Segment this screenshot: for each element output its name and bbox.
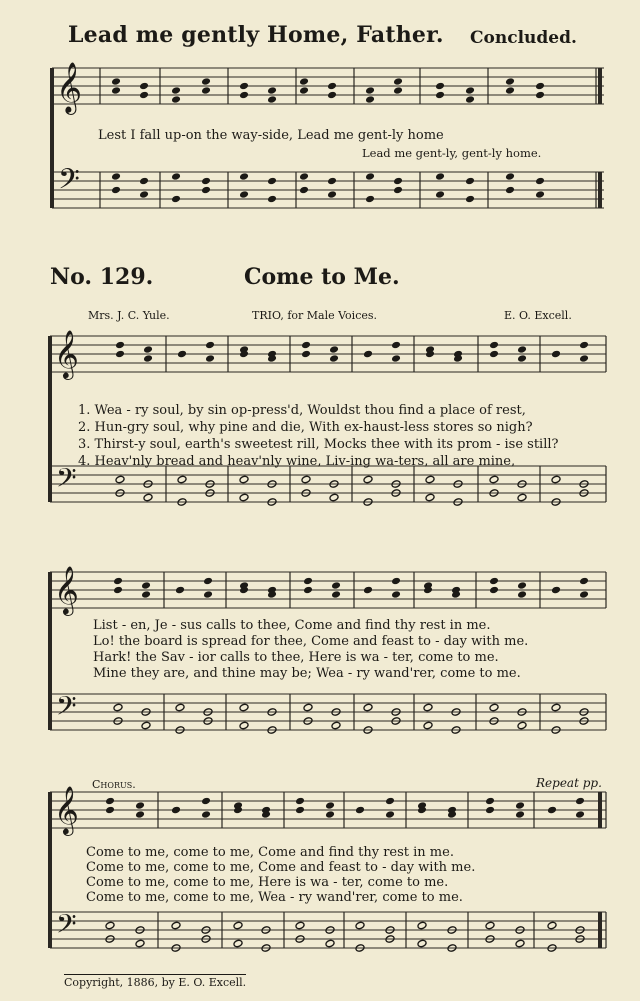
notehead xyxy=(115,475,125,484)
notehead xyxy=(489,703,499,712)
notehead xyxy=(143,493,153,502)
notehead xyxy=(331,581,341,590)
treble-staff-3 xyxy=(50,572,606,608)
notehead xyxy=(139,177,149,186)
notehead xyxy=(111,186,121,195)
bass-staff-3 xyxy=(50,694,606,730)
top-lyric-line-1: Lest I fall up-on the way-side, Lead me gent-ly home xyxy=(98,128,444,143)
notehead xyxy=(105,797,115,806)
notehead xyxy=(171,195,181,204)
notehead xyxy=(175,703,185,712)
notehead xyxy=(239,91,249,100)
verse-b-2: Lo! the board is spread for thee, Come and feast to - day with me. xyxy=(93,634,529,649)
notehead xyxy=(517,345,527,354)
notehead xyxy=(385,810,395,819)
notehead xyxy=(515,801,525,810)
notehead xyxy=(201,86,211,95)
notehead xyxy=(201,810,211,819)
notehead xyxy=(465,195,475,204)
notehead xyxy=(143,345,153,354)
notehead xyxy=(201,177,211,186)
notehead xyxy=(517,581,527,590)
hymn-title: Come to Me. xyxy=(244,264,400,290)
notehead xyxy=(239,82,249,91)
repeat-label: Repeat pp. xyxy=(536,776,602,790)
notehead xyxy=(365,95,375,104)
notehead xyxy=(489,577,499,586)
notehead xyxy=(171,921,181,930)
hymn-author: Mrs. J. C. Yule. xyxy=(88,309,170,322)
notehead xyxy=(299,77,309,86)
notehead xyxy=(517,721,527,730)
notehead xyxy=(267,195,277,204)
notehead xyxy=(299,172,309,181)
verse-a-1: 1. Wea - ry soul, by sin op-press'd, Wouldst thou find a place of rest, xyxy=(78,403,526,418)
notehead xyxy=(363,350,373,359)
verse-b-3: Hark! the Sav - ior calls to thee, Here is wa - ter, come to me. xyxy=(93,650,499,665)
bass-clef-1: 𝄢 xyxy=(58,163,80,203)
notehead xyxy=(465,86,475,95)
notehead xyxy=(505,77,515,86)
notehead xyxy=(575,810,585,819)
notehead xyxy=(177,350,187,359)
notehead xyxy=(327,91,337,100)
notehead xyxy=(363,703,373,712)
notehead xyxy=(435,91,445,100)
notehead xyxy=(505,172,515,181)
treble-clef-4: 𝄞 xyxy=(54,785,79,834)
notehead xyxy=(489,475,499,484)
notehead xyxy=(551,475,561,484)
notehead xyxy=(111,86,121,95)
notehead xyxy=(267,177,277,186)
notehead xyxy=(515,939,525,948)
notehead xyxy=(579,341,589,350)
notehead xyxy=(135,810,145,819)
hymn-number: No. 129. xyxy=(50,264,154,290)
notehead xyxy=(423,703,433,712)
notehead xyxy=(465,177,475,186)
notehead xyxy=(355,921,365,930)
notehead xyxy=(393,177,403,186)
notehead xyxy=(489,341,499,350)
notehead xyxy=(365,195,375,204)
notehead xyxy=(363,586,373,595)
notehead xyxy=(391,354,401,363)
bass-staff-1 xyxy=(52,172,604,208)
notehead xyxy=(171,806,181,815)
treble-clef-1: 𝄞 xyxy=(56,62,83,113)
notehead xyxy=(205,354,215,363)
notehead xyxy=(515,810,525,819)
notehead xyxy=(325,810,335,819)
notehead xyxy=(535,91,545,100)
notehead xyxy=(139,190,149,199)
notehead xyxy=(485,797,495,806)
notehead xyxy=(365,86,375,95)
notehead xyxy=(355,806,365,815)
notehead xyxy=(329,345,339,354)
notehead xyxy=(299,86,309,95)
notehead xyxy=(299,186,309,195)
notehead xyxy=(171,172,181,181)
notehead xyxy=(425,475,435,484)
notehead xyxy=(203,590,213,599)
notehead xyxy=(505,86,515,95)
chorus-label: Chorus. xyxy=(92,778,136,791)
notehead xyxy=(175,586,185,595)
treble-staff-4 xyxy=(50,792,606,828)
notehead xyxy=(535,82,545,91)
notehead xyxy=(327,190,337,199)
notehead xyxy=(135,939,145,948)
hymn-trio: TRIO, for Male Voices. xyxy=(252,309,378,322)
notehead xyxy=(171,86,181,95)
notehead xyxy=(551,586,561,595)
notehead xyxy=(417,939,427,948)
notehead xyxy=(489,586,499,595)
chorus-line-3: Come to me, come to me, Here is wa - ter, come to me. xyxy=(86,875,449,890)
verse-b-1: List - en, Je - sus calls to thee, Come and find thy rest in me. xyxy=(93,618,491,633)
copyright: Copyright, 1886, by E. O. Excell. xyxy=(64,976,247,989)
treble-clef-3: 𝄞 xyxy=(54,565,79,614)
notehead xyxy=(143,354,153,363)
notehead xyxy=(303,586,313,595)
notehead xyxy=(201,797,211,806)
notehead xyxy=(465,95,475,104)
notehead xyxy=(517,354,527,363)
notehead xyxy=(303,703,313,712)
notehead xyxy=(267,86,277,95)
notehead xyxy=(267,95,277,104)
bass-clef-2: 𝄢 xyxy=(56,462,77,500)
notehead xyxy=(113,577,123,586)
concluded-label: Concluded. xyxy=(470,28,577,48)
notehead xyxy=(551,350,561,359)
notehead xyxy=(425,493,435,502)
notehead xyxy=(239,172,249,181)
treble-staff-2 xyxy=(50,336,606,372)
notehead xyxy=(575,797,585,806)
notehead xyxy=(105,921,115,930)
notehead xyxy=(579,577,589,586)
notehead xyxy=(301,475,311,484)
notehead xyxy=(327,177,337,186)
notehead xyxy=(203,577,213,586)
notehead xyxy=(489,350,499,359)
notehead xyxy=(201,186,211,195)
notehead xyxy=(239,721,249,730)
notehead xyxy=(325,939,335,948)
notehead xyxy=(201,77,211,86)
notehead xyxy=(111,77,121,86)
notehead xyxy=(393,86,403,95)
notehead xyxy=(435,172,445,181)
notehead xyxy=(385,797,395,806)
notehead xyxy=(111,172,121,181)
notehead xyxy=(113,586,123,595)
notehead xyxy=(517,590,527,599)
verse-a-2: 2. Hun-gry soul, why pine and die, With ex-haust-less stores so nigh? xyxy=(78,420,533,435)
notehead xyxy=(485,921,495,930)
notehead xyxy=(423,721,433,730)
treble-staff-1 xyxy=(52,68,604,104)
notehead xyxy=(325,801,335,810)
notehead xyxy=(295,921,305,930)
notehead xyxy=(331,721,341,730)
notehead xyxy=(547,806,557,815)
notehead xyxy=(115,350,125,359)
notehead xyxy=(435,190,445,199)
notehead xyxy=(295,797,305,806)
verse-a-3: 3. Thirst-y soul, earth's sweetest rill, Mocks thee with its prom - ise still? xyxy=(78,437,559,452)
notehead xyxy=(177,475,187,484)
notehead xyxy=(417,921,427,930)
verse-b-4: Mine they are, and thine may be; Wea - ry wand'rer, come to me. xyxy=(93,666,521,681)
treble-clef-2: 𝄞 xyxy=(54,329,79,378)
notehead xyxy=(331,590,341,599)
notehead xyxy=(547,921,557,930)
chorus-line-4: Come to me, come to me, Wea - ry wand'rer, come to me. xyxy=(86,890,463,905)
notehead xyxy=(301,341,311,350)
notehead xyxy=(105,806,115,815)
notehead xyxy=(303,577,313,586)
notehead xyxy=(391,590,401,599)
notehead xyxy=(141,590,151,599)
notehead xyxy=(233,921,243,930)
notehead xyxy=(295,806,305,815)
chorus-line-1: Come to me, come to me, Come and find thy rest in me. xyxy=(86,845,454,860)
notehead xyxy=(329,354,339,363)
notehead xyxy=(505,186,515,195)
notehead xyxy=(579,590,589,599)
notehead xyxy=(139,91,149,100)
verse-a-4: 4. Heav'nly bread and heav'nly wine, Liv-ing wa-ters, all are mine, xyxy=(78,454,516,469)
notehead xyxy=(365,172,375,181)
notehead xyxy=(139,82,149,91)
top-lyric-line-2: Lead me gent-ly, gent-ly home. xyxy=(362,146,542,160)
bass-clef-4: 𝄢 xyxy=(56,908,77,946)
notehead xyxy=(141,581,151,590)
notehead xyxy=(205,341,215,350)
bass-staff-4 xyxy=(50,912,606,948)
notehead xyxy=(115,341,125,350)
notehead xyxy=(393,77,403,86)
notehead xyxy=(435,82,445,91)
notehead xyxy=(327,82,337,91)
notehead xyxy=(391,577,401,586)
notehead xyxy=(535,190,545,199)
notehead xyxy=(551,703,561,712)
notehead xyxy=(485,806,495,815)
notehead xyxy=(535,177,545,186)
chorus-line-2: Come to me, come to me, Come and feast to - day with me. xyxy=(86,860,476,875)
notehead xyxy=(233,939,243,948)
notehead xyxy=(113,703,123,712)
bass-staff-2 xyxy=(50,466,606,502)
page-title: Lead me gently Home, Father. xyxy=(68,22,444,48)
bass-clef-3: 𝄢 xyxy=(56,690,77,728)
notehead xyxy=(171,95,181,104)
notehead xyxy=(393,186,403,195)
notehead xyxy=(141,721,151,730)
notehead xyxy=(239,190,249,199)
notehead xyxy=(135,801,145,810)
notehead xyxy=(363,475,373,484)
notehead xyxy=(391,341,401,350)
notehead xyxy=(301,350,311,359)
notehead xyxy=(239,493,249,502)
notehead xyxy=(579,354,589,363)
hymn-composer: E. O. Excell. xyxy=(504,309,572,322)
notehead xyxy=(517,493,527,502)
notehead xyxy=(239,475,249,484)
notehead xyxy=(239,703,249,712)
notehead xyxy=(329,493,339,502)
